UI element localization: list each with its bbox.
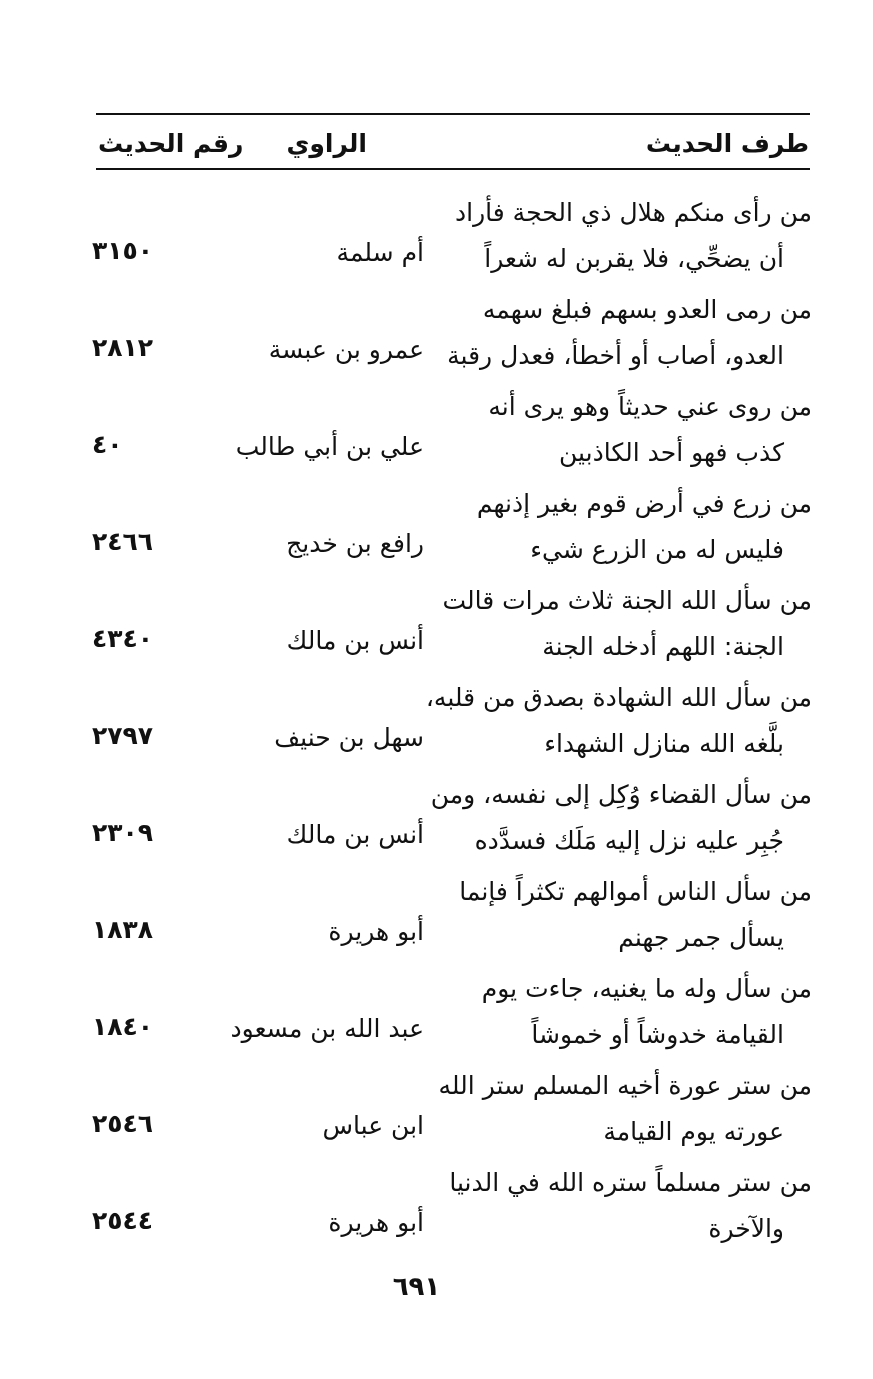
- header-hadith-text: طرف الحديث: [645, 129, 809, 158]
- narrator-name: سهل بن حنيف: [274, 723, 424, 752]
- hadith-text-line-2: أن يضحِّي، فلا يقربن له شعراً: [484, 244, 784, 273]
- hadith-text-line-2: عورته يوم القيامة: [603, 1117, 784, 1146]
- hadith-number: ٣١٥٠: [92, 236, 154, 265]
- hadith-text-line-2: جُبِر عليه نزل إليه مَلَك فسدَّده: [474, 826, 784, 855]
- hadith-text-line-1: من سأل القضاء وُكِل إلى نفسه، ومن: [430, 780, 812, 809]
- index-entry: [80, 293, 812, 387]
- index-entry: [80, 681, 812, 775]
- narrator-name: أبو هريرة: [328, 917, 424, 946]
- narrator-name: أم سلمة: [336, 238, 424, 267]
- narrator-name: عمرو بن عبسة: [268, 335, 424, 364]
- hadith-number: ٢٨١٢: [92, 333, 154, 362]
- hadith-text-line-1: من رمى العدو بسهم فبلغ سهمه: [482, 295, 812, 324]
- narrator-name: أبو هريرة: [328, 1208, 424, 1237]
- hadith-text-line-1: من روى عني حديثاً وهو يرى أنه: [488, 392, 812, 421]
- hadith-number: ٢٤٦٦: [92, 527, 154, 556]
- page-number: ٦٩١: [392, 1272, 441, 1302]
- hadith-number: ٢٥٤٤: [92, 1206, 154, 1235]
- hadith-text-line-2: القيامة خدوشاً أو خموشاً: [531, 1020, 784, 1049]
- index-entry: [80, 1069, 812, 1163]
- hadith-number: ١٨٣٨: [92, 915, 154, 944]
- hadith-text-line-1: من سأل الله الشهادة بصدق من قلبه،: [425, 683, 812, 712]
- narrator-name: رافع بن خديج: [286, 529, 424, 558]
- index-entry: [80, 584, 812, 678]
- hadith-text-line-2: فليس له من الزرع شيء: [530, 535, 784, 564]
- hadith-text-line-1: من سأل الناس أموالهم تكثراً فإنما: [459, 877, 812, 906]
- index-entry: [80, 875, 812, 969]
- hadith-text-line-2: يسأل جمر جهنم: [618, 923, 784, 952]
- hadith-text-line-2: الجنة: اللهم أدخله الجنة: [542, 632, 784, 661]
- narrator-name: ابن عباس: [322, 1111, 424, 1140]
- narrator-name: أنس بن مالك: [286, 820, 424, 849]
- top-rule: [96, 113, 810, 115]
- hadith-number: ٢٧٩٧: [92, 721, 154, 750]
- hadith-text-line-2: والآخرة: [708, 1214, 784, 1243]
- index-entry: [80, 196, 812, 290]
- hadith-text-line-1: من ستر عورة أخيه المسلم ستر الله: [438, 1071, 812, 1100]
- hadith-text-line-2: بلَّغه الله منازل الشهداء: [544, 729, 784, 758]
- hadith-text-line-1: من رأى منكم هلال ذي الحجة فأراد: [455, 198, 812, 227]
- index-entry: [80, 1166, 812, 1260]
- index-entry: [80, 487, 812, 581]
- hadith-number: ١٨٤٠: [92, 1012, 154, 1041]
- hadith-number: ٤٣٤٠: [92, 624, 154, 653]
- hadith-number: ٢٥٤٦: [92, 1109, 154, 1138]
- hadith-text-line-1: من سأل الله الجنة ثلاث مرات قالت: [442, 586, 812, 615]
- narrator-name: عبد الله بن مسعود: [230, 1014, 424, 1043]
- hadith-text-line-1: من ستر مسلماً ستره الله في الدنيا: [449, 1168, 812, 1197]
- header-hadith-number: رقم الحديث: [98, 129, 244, 158]
- hadith-text-line-2: العدو، أصاب أو أخطأ، فعدل رقبة: [447, 341, 784, 370]
- hadith-number: ٤٠: [92, 430, 123, 459]
- index-entry: [80, 390, 812, 484]
- index-entry: [80, 972, 812, 1066]
- header-rule: [96, 168, 810, 170]
- hadith-text-line-2: كذب فهو أحد الكاذبين: [559, 438, 784, 467]
- hadith-text-line-1: من سأل وله ما يغنيه، جاءت يوم: [481, 974, 812, 1003]
- narrator-name: أنس بن مالك: [286, 626, 424, 655]
- index-entry: [80, 778, 812, 872]
- narrator-name: علي بن أبي طالب: [235, 432, 424, 461]
- hadith-number: ٢٣٠٩: [92, 818, 154, 847]
- hadith-text-line-1: من زرع في أرض قوم بغير إذنهم: [476, 489, 812, 518]
- header-narrator: الراوي: [286, 129, 367, 158]
